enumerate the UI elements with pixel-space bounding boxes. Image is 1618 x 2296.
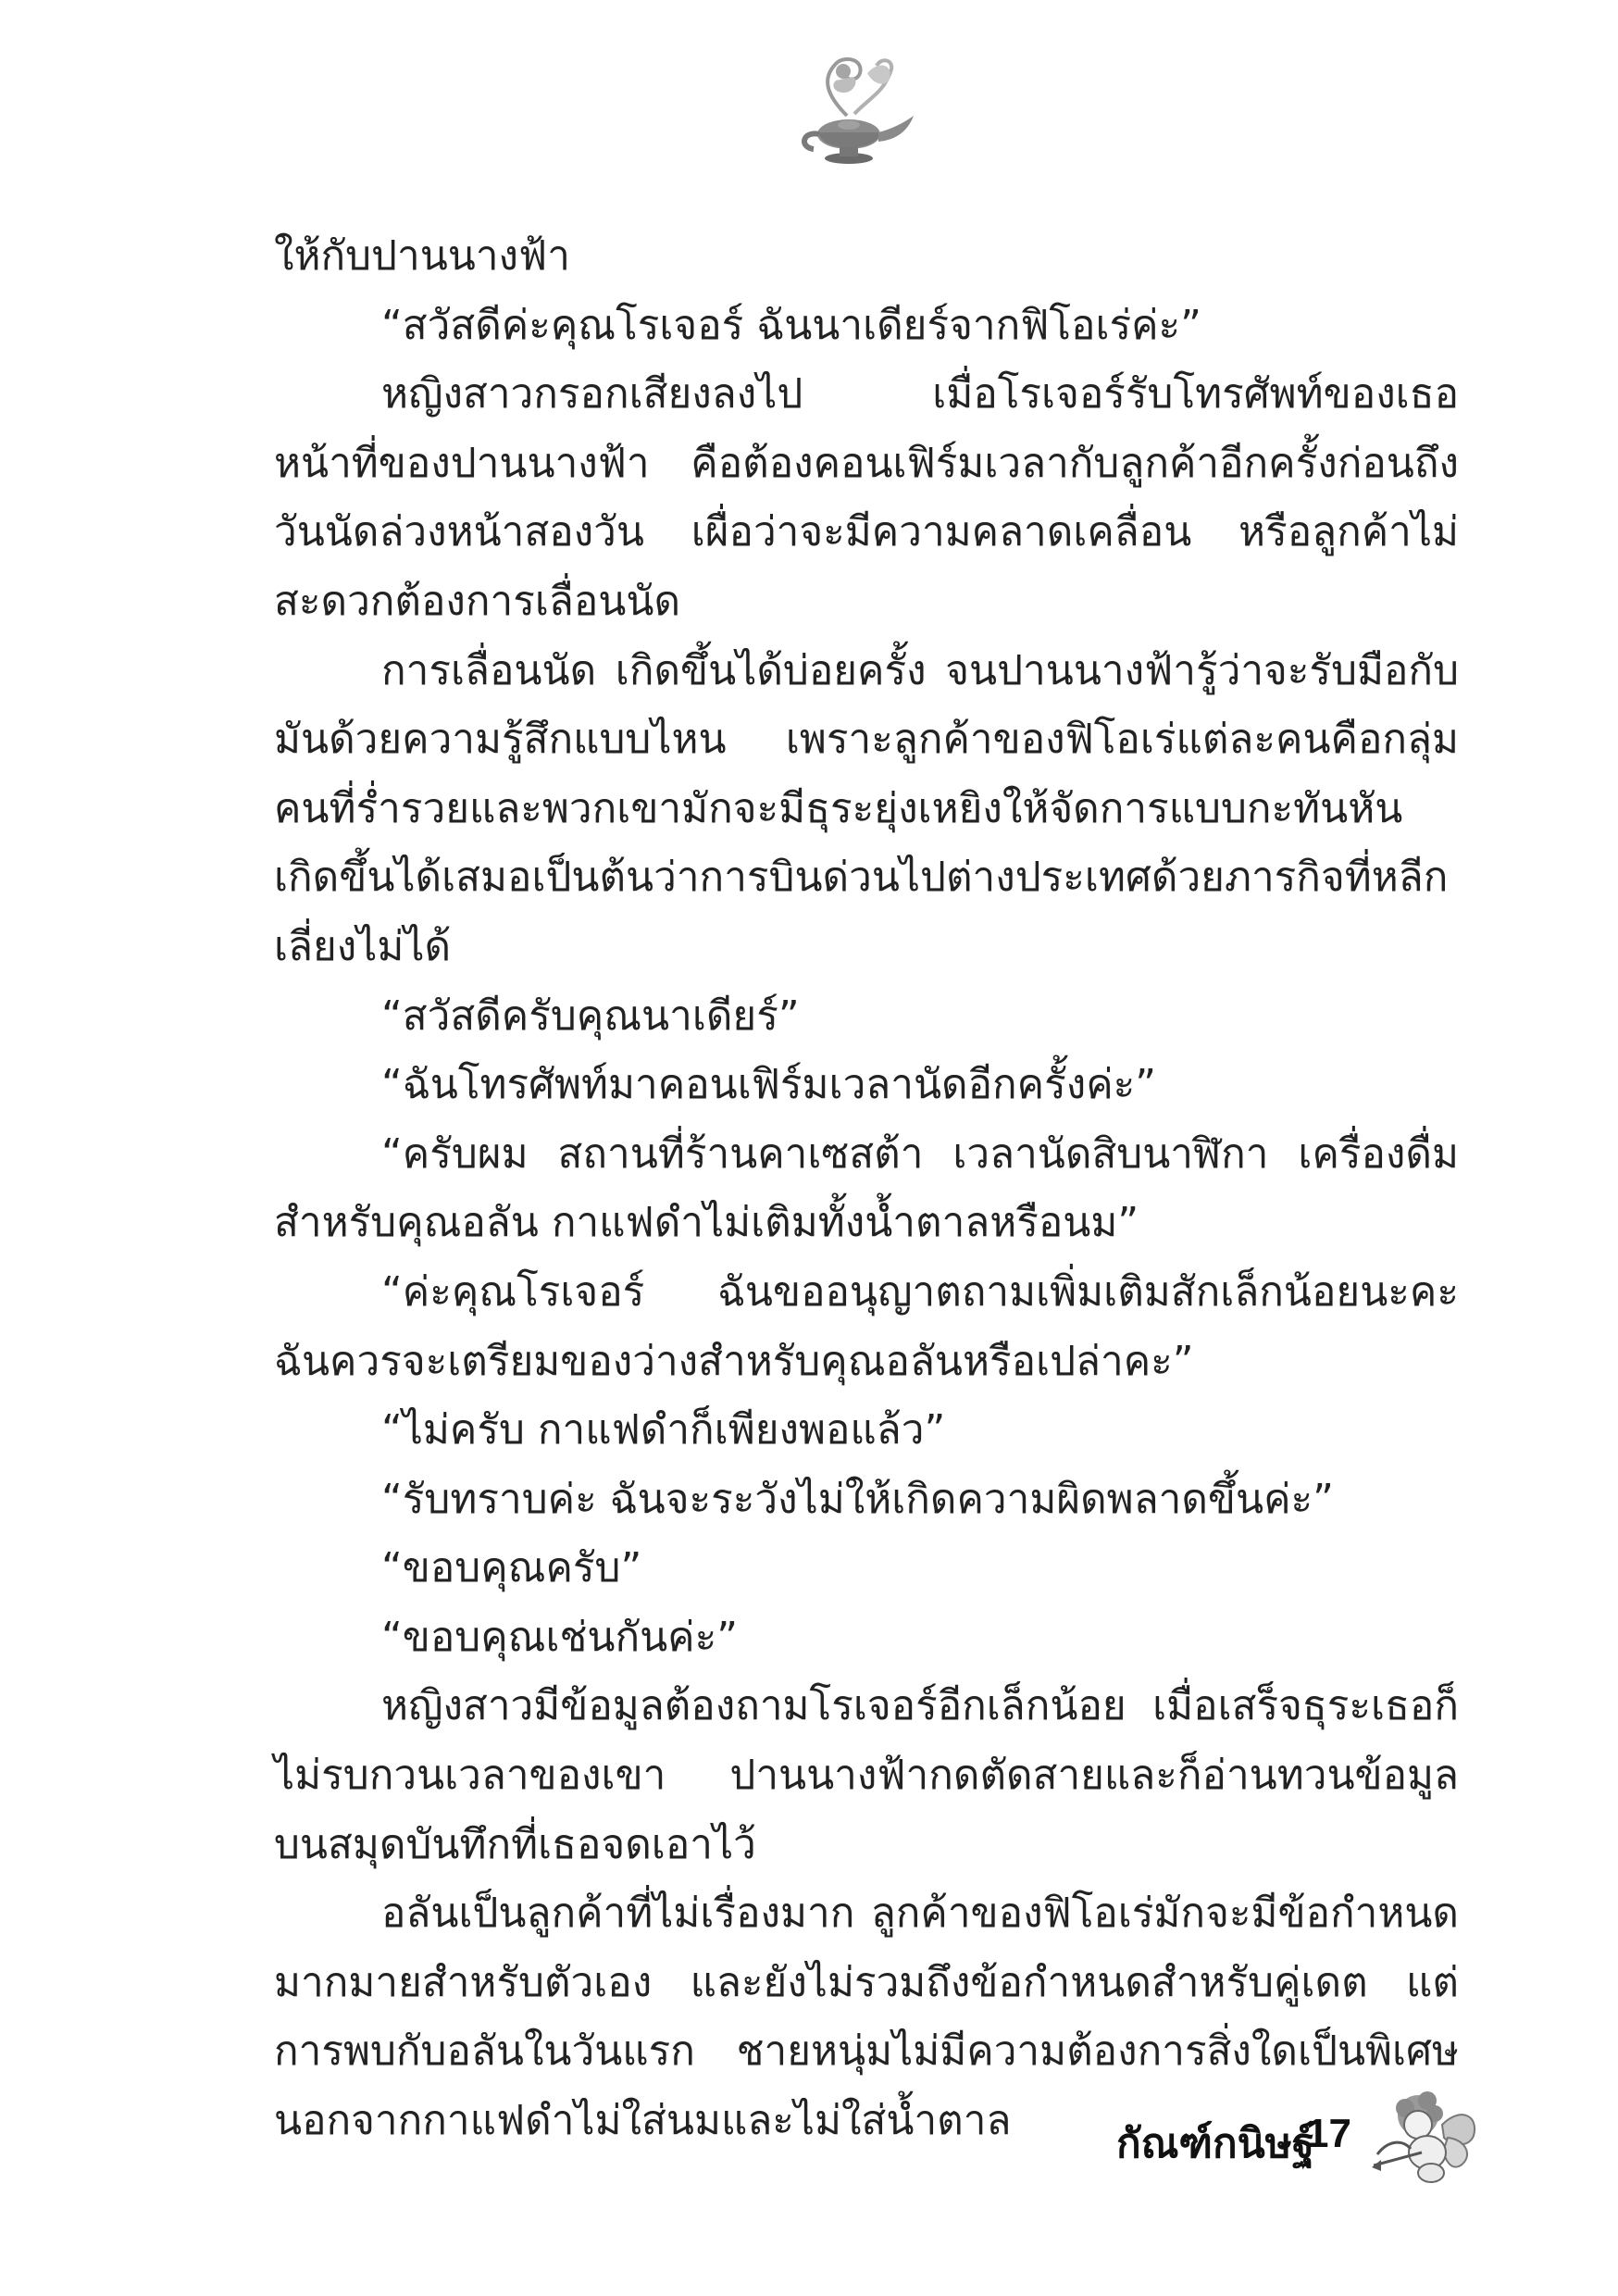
paragraph-3: หญิงสาวกรอกเสียงลงไป เมื่อโรเจอร์รับโทรศัพท์ของเธอ หน้าที่ของปานนางฟ้า คือต้องคอนเฟิร์มเวลากับลูกค้าอีกครั้งก่อนถึงวันนัดล่วงหน้าสองวัน เผื่อว่าจะมีความคลาดเคลื่อน หรือลูกค้าไม่สะดวกต้องการเลื่อนนัด [274,370,1459,625]
paragraph-5: “สวัสดีครับคุณนาเดียร์” [381,992,800,1040]
paragraph-13: หญิงสาวมีข้อมูลต้องถามโรเจอร์อีกเล็กน้อย เมื่อเสร็จธุระเธอก็ไม่รบกวนเวลาของเขา ปานนางฟ้ากดตัดสายและก็อ่านทวนข้อมูลบนสมุดบันทึกที่เธอจดเอาไว้ [274,1682,1459,1868]
page-footer [926,2088,1481,2199]
paragraph-10: “รับทราบค่ะ ฉันจะระวังไม่ให้เกิดความผิดพลาดขึ้นค่ะ” [381,1475,1334,1523]
paragraph-12: “ขอบคุณเช่นกันค่ะ” [381,1613,739,1661]
paragraph-2: “สวัสดีค่ะคุณโรเจอร์ ฉันนาเดียร์จากฟิโอเร่ค่ะ” [381,301,1201,349]
paragraph-9: “ไม่ครับ กาแฟดำก็เพียงพอแล้ว” [381,1406,946,1454]
paragraph-11: “ขอบคุณครับ” [381,1544,642,1592]
cupid-icon [1370,2088,1481,2190]
paragraph-6: “ฉันโทรศัพท์มาคอนเฟิร์มเวลานัดอีกครั้งค่ะ” [381,1061,1157,1109]
body-text [274,222,1459,2156]
paragraph-4: การเลื่อนนัด เกิดขึ้นได้บ่อยครั้ง จนปานนางฟ้ารู้ว่าจะรับมือกับมันด้วยความรู้สึกแบบไหน เพราะลูกค้าของฟิโอเร่แต่ละคนคือกลุ่มคนที่ร่ำรวยและพวกเขามักจะมีธุระยุ่งเหยิงให้จัดการแบบกะทันหันเกิดขึ้นได้เสมอเป็นต้นว่าการบินด่วนไปต่างประเทศด้วยภารกิจที่หลีกเลี่ยงไม่ได้ [274,646,1459,970]
paragraph-1: ให้กับปานนางฟ้า [274,232,570,280]
book-title: กัณฑ์กนิษฐ์ [1116,2120,1314,2167]
paragraph-8: “ค่ะคุณโรเจอร์ ฉันขออนุญาตถามเพิ่มเติมสักเล็กน้อยนะคะ ฉันควรจะเตรียมของว่างสำหรับคุณอลันหรือเปล่าคะ” [274,1267,1459,1385]
page-number: 17 [1306,2111,1351,2156]
paragraph-7: “ครับผม สถานที่ร้านคาเซสต้า เวลานัดสิบนาฬิกา เครื่องดื่มสำหรับคุณอลัน กาแฟดำไม่เติมทั้งน้ำตาลหรือนม” [274,1129,1459,1247]
magic-lamp-icon [782,51,921,181]
paragraph-14: อลันเป็นลูกค้าที่ไม่เรื่องมาก ลูกค้าของฟิโอเร่มักจะมีข้อกำหนดมากมายสำหรับตัวเอง และยังไม่รวมถึงข้อกำหนดสำหรับคู่เดต แต่การพบกับอลันในวันแรก ชายหนุ่มไม่มีความต้องการสิ่งใดเป็นพิเศษนอกจากกาแฟดำไม่ใส่นมและไม่ใส่น้ำตาล [274,1890,1459,2145]
